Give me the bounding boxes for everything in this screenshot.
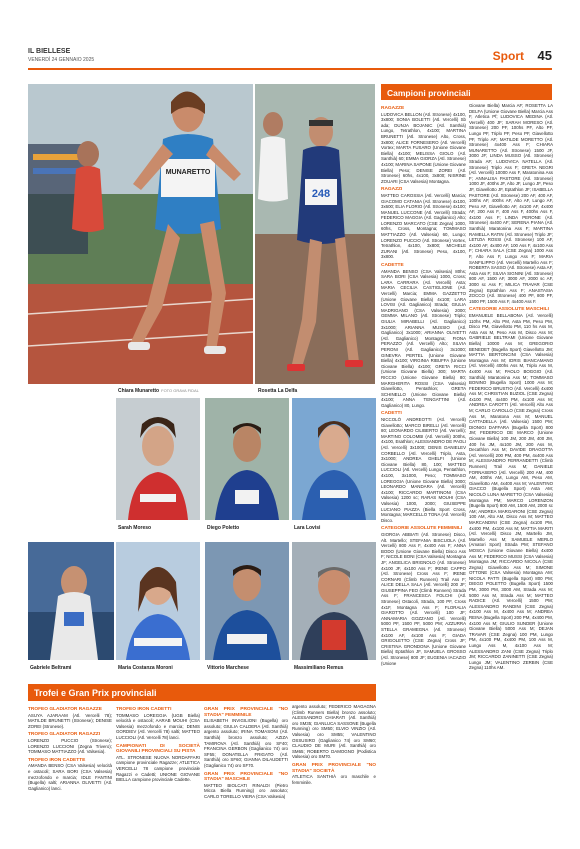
caption-lara-lovisi [294, 525, 320, 531]
page-number: 45 [537, 48, 552, 63]
subheading: CATEGORIE ASSOLUTE FEMMINILI [381, 526, 463, 532]
caption-name: Sarah Moreso [118, 525, 152, 531]
portrait-illustration [28, 542, 114, 660]
photo-diego-poletto [205, 398, 289, 520]
paragraph: LORENZO PUCCIO (Stronese); LORENZO LUCCIONI (Zegna Trivero); TOMMASO MATTIAZZO (Atl. Valsesia). [28, 737, 112, 755]
portrait-illustration [205, 398, 289, 520]
paragraph: AMANDA BENSO (CSA Valsesia) velocità e ostacoli; SARA BORI (CSA Valsesia) mezzofondo e marcia; IDLE FANTINI (Bugella) salti; ARIANNA OLIVETTI (Atl. Gaglianico) lanci. [28, 763, 112, 791]
caption-gabriele-beltrami [30, 665, 71, 671]
photo-maria-costanza-moroni [116, 542, 200, 660]
portrait-illustration [116, 398, 200, 520]
subheading: GRAN PRIX PROVINCIALE "NO STADIA" SOCIETÀ [292, 762, 376, 774]
photo-chiara-munaretto [28, 84, 253, 384]
issue-date: VENERDÌ 24 GENNAIO 2025 [28, 57, 95, 63]
masthead-rule [28, 68, 552, 70]
trofei-title: Trofei e Gran Prix provinciali [34, 688, 157, 698]
trofei-column-4 [292, 704, 376, 814]
trofei-column-2 [116, 704, 200, 814]
caption-sarah-moreso [118, 525, 151, 531]
photo-massimiliano-remus [292, 542, 376, 660]
caption-name: Maria Costanza Moroni [118, 665, 173, 671]
campioni-column-2 [469, 103, 553, 803]
caption-name: Diego Poletto [207, 525, 240, 531]
subheading: TROFEO IRON CADETTI [116, 707, 172, 712]
caption-diego-poletto [207, 525, 239, 531]
paragraph: TOMMASO LOREGGIA (UGB Biella) velocità e ostacoli; AARAB MOUHI (CSA Valsesia) mezzofondo e marcia; DENIS GORDIEV (Atl. Vercelli 78) salti; MATTEO LUCCIOLI (Atl. Vercelli 78) lanci. [116, 712, 200, 740]
caption-name: Vittorio Marchese [207, 665, 249, 671]
paragraph: AMANDA BENSO (CSA Valsesia) 80hs; SARA BORI (CSA Valsesia) 1000, Cross; LARA CARRARA (Atl. Vercelli) Asta; MARIA CECILIA CASTIGLIONE (Atl. Vercelli) Marcia; EMMA GAZZETTO (Unione Giovane Biella) 4x100; LARA LOVISI (Atl. Gaglianico) Strada; GIULIA MADRIGANO (CSA Valsesia) 2000; GEMMA MILANO (Atl. Stronese) Triplo; GIULIA MIRABELLI (Atl. Gaglianico) 3x1000; ARIANNA MUSSIO (Atl. Gaglianico) 3x1000; ARIANNA OLIVETTI (Atl. Gaglianico) Montagna; FIONA PERAZZO (Atl. Vercelli) Alto; SILVIA PERONI (Atl. Gaglianico) 3x1000; GINEVRA PERTEL (Unione Giovane Biella) 4x100; VIRGINIA RIBUFFA (Unione Giovane Biella) 4x100; GRETA RICCI (Unione Giovane Biella) 300; MARTA RICCIO (Unione Giovane Biella) 80; MARGHERITA ROSSI (CSA Valsesia) Giavellotto, Pentathlon; GRETA SCHINELLO (Unione Giovane Biella) 4x100; ANNA TENGATTINI (Atl. Gaglianico) 80, Lungo. [381, 268, 466, 408]
subheading: CADETTI [381, 411, 402, 417]
paragraph: LUDOVICA BELLON (Atl. Stronese) 4x100, 3x800; SONIA BOLETTI (Atl. Vercelli) Sb ada; DUNJA BOJANIC (Atl. Santhià) Lungo, Tetrathlon, 4x100; MARTINA BRUNETTI (Atl. Stronese) Alto, Cross, 3x800; ALICE FORNESERO (Atl. Vercelli) Vortex; MARTA FUSARO (Unione Giovane Biella) 4x100; MELISSA GIOLO (Atl. Santhià) 60; EMMA GIORZA (Atl. Stronese) 4x100; MARINA SAPONE (Unione Giovane Biella) Peso; DENISE ZOREI (Atl. Stronese) 60hs, 4x100, 3x800; NISRINE ZOUARI (CSA Valsesia) Montagna. [381, 111, 466, 184]
photo-sarah-moreso [116, 398, 200, 520]
portrait-illustration [292, 542, 376, 660]
trofei-column-1 [28, 704, 112, 814]
caption-name: Chiara Munaretto [118, 388, 160, 394]
paragraph: argento assoluto; FEDERICO MAGAGNA (Climb Runners Biella) bronzo assoluto; ALESSANDRO CHIARATI (Atl. Santhià) oro SM35; GIANLUCA SASSONE (Bugella Running) oro SM50; ELVIO VINZIO (Atl. Valsesia) oro SM55; VALENTINO OSSUSIRO (Gaglianico 74) oro SM60; CLAUDIO DE MURI (Atl. Santhià) oro SM65; ROBERTO DAMOGNO (Podistica Valsesia) oro SM70. [292, 704, 376, 760]
photo-rosetta-la-delfa [255, 84, 375, 384]
caption-massimiliano-remus [294, 665, 343, 671]
caption-name: Rosetta La Delfa [258, 388, 298, 394]
photo-credit: FOTO GRAVA FIDAL [161, 388, 199, 393]
caption-name: Massimiliano Remus [294, 665, 344, 671]
caption-name: Gabriele Beltrami [30, 665, 72, 671]
subheading: CATEGORIE ASSOLUTE MASCHILI [469, 307, 549, 313]
paragraph: NICCOLÒ ANDREOTTI (Atl. Vercelli) Giavellotto; MARCO BIRELLI (Atl. Vercelli) 80; LEONARDO CILIBERTO (Atl. Vercelli); MARTINO COLOMBI (Atl. Vercelli) 300hs, 4x100, Esathlon; ALESSANDRO DE PAOLI (Atl. Vercelli) 3x1000; DENIS DANIELEV CORBELLO (Atl. Vercelli) Triplo, Asta, 3x1000; ANDREA GHELFI (Unione Giovane Biella) 80, 100; MATTEO LUCCIOLI (Atl. Vercelli) Lungo, Pentathlon, 4x100, 3x1000, Peso; TOMMASO LOREGGIA (Unione Giovane Biella) 3000; LEONARDO MANDARA (Atl. Vercelli) 4x100; RICCARDO MARTINONI (CSA Valsesia) 1200 sc; RARAS MOUHI (CSA Valsesia) 1000, 2000; GIUSEPPE LUCIANO PIAZZA (Biella Sport Cross, Montagna; MARCELLO TONA (Atl. Vercelli) Disco. [381, 417, 466, 523]
caption-rosetta-la-delfa [258, 388, 297, 394]
section-label: Sport [492, 49, 524, 63]
caption-maria-costanza-moroni [118, 665, 173, 671]
subheading: TROFEO IRON CADETTE [28, 757, 86, 763]
paragraph: ELISABETH INVIGILIONI (Bugella) oro assoluto; GIULIA CALDERA (Atl. Santhià) argento assoluto; IRINA TOMASONI (Atl. Santhià) bronzo assoluto; AZIZA TAMIROVA (Atl. Santhià) oro SF40; FRANCINA GERBON (Gaglianico 74) oro SF55; DONATELLA FRIGATO (Atl. Santhià) oro SF60; GIANNA DILAUDETTI (Gaglianico 74) oro SF70. [204, 718, 288, 768]
paragraph: Giovane Biella) Marcia AF; ROSETTA LA DELFA (Unione Giovane Biella) Marcia Ass F, Atletica Pf; LUDOVICA MEDINA (Atl. Vercelli) 400 JF; SARAH MORESO (Atl. Stronese) 200 PF, 100hs PF, Alto PF, Lungo PF, Triplo PF, Peso PF, Giavellotto PF, Triplo AF; MATILDE MORETTO (Atl. Stronese) 4x400 Ass F; CHIARA MUNARETTO (Atl. Stronese) 1500 JF, 3000 JF; LINDA MUSSO (Atl. Stronese) Strada AF; LUDOVICA NATELLA (Atl. Stronese) Triplo Ass F; GRETA NEGRI (Atl. Vercelli) 10000 Ass F, Maratonina Ass F; ANNALISA PASTORE (Atl. Stronese) 1000 JF, 400hs JF, Alto JF, Lungo JF, Peso JF, Giavellotto JF, Eptathlon JF; ISABELLA PASTORE (Atl. Stronese) 200 AF, 400 AF, 100hs AF, 400hs AF, Alto AF, Lungo AF, Peso AF, Giavellotto AF, 4x100 AF, 4x400 AF, 200 Ass F, 400 Ass F, 400hs Ass F, 4x100 Ass F; LINDA PERONE (Atl. Stronese) 4x400 AF; SERENA PIANA (Atl. Santhià) Maratonina Ass F; MARTINA RAMELLA RATIN (Atl. Stronese) Triplo JF; LETIZIA ROSSI (Atl. Stronese) 100 AF, 4x100 AF, 4x400 AF, 100 Ass F, 4x100 Ass F; CHIARA SALA (CSE Zegna) 1000 Ass F, Alto Ass F, Lungo Ass F; MARIA SANFILIPPO (Atl. Vercelli) Martello Ass F; ROBERTA SASSO (Atl. Stronese) Asta AF, Asta Ass F; SILVIA SIGNINI (Atl. Stronese) 800 AF, 1500 AF, 3000 AF, 2000 sc AF, 3000 sc Ass F; MILICA TRAVAR (CSE Zegna) Eptathlon Ass F; ANASTASIA ZOCCO (Atl. Stronese) 400 PF, 800 PF, 1500 PF, 1500 Ass F, 4x400 Ass F. [469, 103, 553, 304]
portrait-illustration [205, 542, 289, 660]
subheading: CADETTE [381, 263, 404, 269]
paragraph: ATL. STRONESE NUOVA NORDAFFARI campione provinciale Ragazze; ATLETICA VERCELLI 78 campione provinciale Ragazzi e Cadetti; UNIONE GIOVANE BIELLA campione provinciale Cadette. [116, 754, 200, 783]
campioni-header [381, 84, 552, 100]
subheading: CAMPIONATI DI SOCIETÀ GIOVANILI PROVINCIALI SU PISTA [116, 743, 200, 755]
caption-vittorio-marchese [207, 665, 249, 671]
paragraph: MATTEO BIOLCATI RINALDI (Pietro Micca Biella Running) oro assoluto; CARLO TORELLO VIERA (CSA Valsesia) [204, 782, 288, 799]
masthead [28, 48, 552, 68]
trofei-column-3 [204, 704, 288, 814]
caption-name: Lara Lovisi [294, 525, 321, 531]
paragraph: MATTEO CAROSSIA (Atl. Vercelli) Marcia; GIACOMO CATANIA (Atl. Stronese) 4x100, 3x600; ELIA FLORIO (Atl. Stronese) 4x100; MANUEL LUCCONE (Atl. Vercelli) Strada; FEDERICO MAGGIA (Atl. Gaglianico) Alto; LORENZO MARCATO (CSE Zegna) 1000, 60hs, Cross, Montagna; TOMMASO MATTIAZZO (Atl. Valsesia) 60, Lungo; LORENZO PUCCIO (Atl. Stronese) Vortex, Tetrathlon, 4x100, 3x800; MICHELE ZURANI (Atl. Stronese) Peso, 4x100, 3x800. [381, 192, 466, 260]
campioni-column-1 [381, 103, 466, 803]
newspaper-name: IL BIELLESE [28, 48, 71, 55]
photo-gabriele-beltrami [28, 542, 114, 660]
subheading: GRAN PRIX PROVINCIALE "NO STADIA" FEMMINILE [204, 707, 288, 718]
subheading: GRAN PRIX PROVINCIALE "NO STADIA" MASCHILE [204, 771, 288, 783]
subheading: RAGAZZI [381, 187, 403, 193]
trofei-header [28, 684, 376, 701]
portrait-illustration [116, 542, 200, 660]
caption-chiara-munaretto [118, 388, 199, 394]
paragraph: ATLETICA SANTHIÀ oro maschile e femminile. [292, 774, 376, 785]
runner-illustration [28, 84, 253, 384]
bib-label: MUNARETTO [165, 169, 211, 176]
portrait-illustration [292, 398, 376, 520]
paragraph: ASUYA AJARAAM (Atl. Vercelli 78); MATILDE BRUNETTI (Stronese); DENISE ZOREI (Stronese). [28, 712, 112, 729]
paragraph: GIORGIA ABBIATI (Atl. Stronese) Disco, Alt. Martello; STEFANIA BISCUOLA (Atl. Vercelli) 800 Ass F, 4x400 Ass F; ANNA BODO (Unione Giovane Biella) Disco Ass F; NICOLE BONI (CSA Valsesia) Montagna JF; ANGELICA BRIGNOLO (Atl. Stronese) 4x100 JF, 4x100 Ass F; IRENE CAPPO (Atl. Stronese) Cross Ass F; IRENE CORNARI (Climb Runners) Trail Ass F; ALICE DELLA SALA (Atl. Vercelli) 200 JF; GIUSEPPINA FEO (Climb Runners) Strada Ass F; FRANCESCA FOLCHI (Atl. Stronese) Ostacoli, Strada, 100 PF, Cross 4x1F, Montagna Ass F; FLORALIA GIAROTTO (Atl. Vercelli) 100 JF; ANNAMARIA GOZZANO (Atl. Vercelli) 5000 PF, 1500 PF, 5000 PM; AZZURRA STELLA GRAMEGNA (Atl. Stronese) 4x100 AF, 4x100 Ass F; GIADA GRIGOLETTO (CSE Zegna) Cross JF; CRISTINA GRONDONA (Unione Giovane Biella) Eptathlon JF, SAMUELA GROSSO (Atl. Stronese) 800 JF; EUGENIA IACAZIO (Unione [381, 531, 466, 666]
subheading: RAGAZZE [381, 106, 405, 111]
subheading: TROFEO GLADIATOR RAGAZZI [28, 732, 101, 738]
photo-lara-lovisi [292, 398, 376, 520]
bib-number: 248 [311, 188, 331, 200]
photo-vittorio-marchese [205, 542, 289, 660]
campioni-title: Campioni provinciali [387, 88, 471, 98]
paragraph: EMANUELE BELLABONA (Atl. Vercelli) 110hs PM, Alto PM, Asta PM, Peso PM, Disco PM, Giavellotto PM, 110 hs Ass M, Asta Ass M, Peso Ass M, Disco Ass M; GABRIELE BELTRAMI (Unione Giovane Biella) 10000 Ass M; GREGORIO BENEDET (Bugella Sport) Giavellotto JM; MATTIA BERTONCINI (CSA Valsesia) Montagna Ass M; IDRIS BIANCAMANO (Atl. Vercelli) 400hs Ass M, Triplo Ass M, 4x400 Ass M; PAOLO BOGGIO (Atl. Santhià) Maratonina Ass M; TOMMASO BONINO (Bugella Sport) 1000 Ass M; FEDERICO BRUSTIO (Atl. Vercelli) 4x400 Ass M; CHRISTIAN BUZIOL (CSE Zegna) 4x100 PM, 4x400 PM, 4x100 Ass M; ANDREA CAROTTI (Atl. Vercelli) Alto Ass M; CARLO CAROLLO (CSE Zegna) Cross Ass M, Maratona Ass M; MANUEL CATTADELLA (Atl. Valsesia) 1500 PM; DIONIGI DAFFARA (Bugella Sport) 800 JM; FEDERICO DE MARCO (Unione Giovane Biella) 100 JM, 200 JM, 400 JM, 400 hs JM, 4x100 JM, 200 Ass M, Decathlon Ass M; DAVIDE DRAGOTTA (Atl. Vercelli) 200 PM, 400 PM, 4x400 Ass M; ALESSANDRO FERRANDETTI (Climb Runners) Trail Ass M; DANIELE FORNASERO (Atl. Vercelli) 200 AM, 400 AM, 400hs AM, Lungo AM, Peso AM, Giavellotto AM, 4x400 Ass M; VALENTINO GIACCO (Bugella Sport) Asta AM; NICOLÒ LUNA MARETTO (CSA Valsesia) Montagna PM; MARCO LORENZON (Bugella Sport) 800 AM, 1500 AM, 2000 sc AM; ANDREA MARGARONI (CSE Zegna) 100 AM, Alto AM, Disco Ass M; MATTEO MARCANDINI (CSE Zegna) 4x100 PM, 4x400 PM, 4x100 Ass M; MATTIA MARITI (Atl. Vercelli) Disco JM, Martello JM, Martello Ass M; SAMUELE MERLO (Amatori Sport) Strada PM; STEFANO MOSCA (Unione Giovane Biella) 4x400 Ass M; FEDERICO MUSSI (CSA Valsesia) Montagna JM; RICCARDO NICOLA (CSE Zegna) Giavellotto Ass M; SIMONE OTTONE (CSA Valsesia) Montagna AM; NICOLA PATTI (Bugella Sport) 800 PM; DIEGO POLETTO (Bugella Sport) 1500 PM, 3000 PM, 3000 AM, Strada Ass M; 5000 Ass M, Strada Ass M; MATTEO RADICE (Atl. Vercelli) 1500 PM; ALESSANDRO RANDINI (CSE Zegna) 4x100 Ass M, 4x400 Ass M; ANDREA REINA (Bugella Sport) 200 PM, 4x400 PM, 4x100 Ass M; GIULIO SUNDER (Unione Giovane Biella) 5000 Ass M; DEJAN TRAVAR (CSE Zegna) 100 PM, Lungo PM, 4x100 PM, 4x400 PM, 100 Ass M, Lungo Ass M, 4x100 Ass M; ALESSANDRO ZANI (CSE Zegna) Triplo JM; RICCARDO ZANINETTI (CSE Zegna) Lungo JM; VALENTINO ZERBIN (CSE Zegna) 110hs AM. [469, 312, 553, 671]
walker-illustration [255, 84, 375, 384]
subheading: TROFEO GLADIATOR RAGAZZE [28, 707, 102, 712]
